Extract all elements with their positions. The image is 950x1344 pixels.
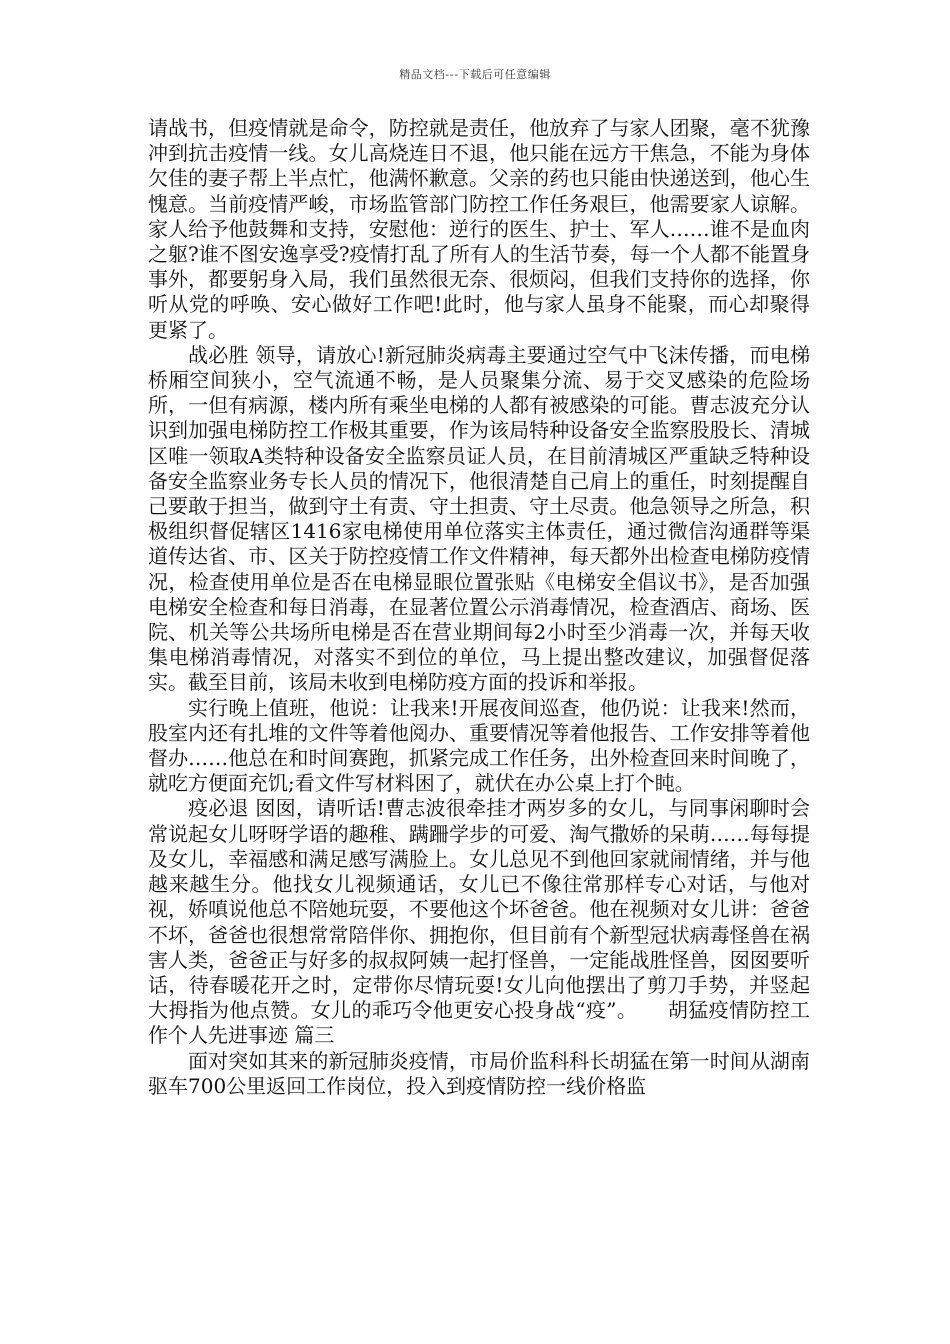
paragraph-victory-elevator: 战必胜 领导，请放心!新冠肺炎病毒主要通过空气中飞沫传播，而电梯桥厢空间狭小，空气流通不畅，是人员聚集分流、易于交叉感染的危险场所，一但有病源，楼内所有乘坐电梯的人都有被感染的可能。曹志波充分认识到加强电梯防控工作极其重要，作为该局特种设备安全监察股股长、清城区唯一领取A类特种设备安全监察员证人员，在目前清城区严重缺乏特种设备安全监察业务专长人员的情况下，他很清楚自己肩上的重任，时刻提醒自己要敢于担当，做到守土有责、守土担责、守土尽责。他急领导之所急，积极组织督促辖区1416家电梯使用单位落实主体责任，通过微信沟通群等渠道传达省、市、区关于防控疫情工作文件精神，每天都外出检查电梯防疫情况，检查使用单位是否在电梯显眼位置张贴《电梯安全倡议书》，是否加强电梯安全检查和每日消毒，在显著位置公示消毒情况，检查酒店、商场、医院、机关等公共场所电梯是否在营业期间每2小时至少消毒一次，并每天收集电梯消毒情况，对落实不到位的单位，马上提出整改建议，加强督促落实。截至目前，该局未收到电梯防疫方面的投诉和举报。 <box>148 342 810 695</box>
paragraph-family-support: 请战书，但疫情就是命令，防控就是责任，他放弃了与家人团聚，毫不犹豫冲到抗击疫情一线。女儿高烧连日不退，他只能在远方干焦急，不能为身体欠佳的妻子帮上半点忙，他满怀歉意。父亲的药也只能由快递送到，他心生愧意。当前疫情严峻，市场监管部门防控工作任务艰巨，他需要家人谅解。家人给予他鼓舞和支持，安慰他：逆行的医生、护士、军人……谁不是血肉之躯?谁不图安逸享受?疫情打乱了所有人的生活节奏，每一个人都不能置身事外，都要躬身入局，我们虽然很无奈、很烦闷，但我们支持你的选择，你听从党的呼唤、安心做好工作吧!此时，他与家人虽身不能聚，而心却聚得更紧了。 <box>148 116 810 342</box>
running-header: 精品文档---下载后可任意编辑 <box>399 68 551 81</box>
document-body <box>148 116 810 1099</box>
paragraph-daughter: 疫必退 囡囡，请听话!曹志波很牵挂才两岁多的女儿，与同事闲聊时会常说起女儿呀呀学语的趣稚、蹒跚学步的可爱、淘气撒娇的呆萌……每每提及女儿，幸福感和满足感写满脸上。女儿总见不到他回家就闹情绪，并与他越来越生分。他找女儿视频通话，女儿已不像往常那样专心对话，与他对视，娇嗔说他总不陪她玩耍，不要他这个坏爸爸。他在视频对女儿讲：爸爸不坏，爸爸也很想常常陪伴你、拥抱你，但目前有个新型冠状病毒怪兽在祸害人类，爸爸正与好多的叔叔阿姨一起打怪兽，一定能战胜怪兽，囡囡要听话，待春暖花开之时，定带你尽情玩耍!女儿向他摆出了剪刀手势，并竖起大拇指为他点赞。女儿的乖巧令他更安心投身战“疫”。 胡猛疫情防控工作个人先进事迹 篇三 <box>148 796 810 1048</box>
paragraph-night-duty: 实行晚上值班，他说：让我来!开展夜间巡查，他仍说：让我来!然而，股室内还有扎堆的文件等着他阅办、重要情况等着他报告、工作安排等着他督办……他总在和时间赛跑，抓紧完成工作任务，出外检查回来时间晚了，就吃方便面充饥;看文件写材料困了，就伏在办公桌上打个盹。 <box>148 695 810 796</box>
paragraph-hu-meng: 面对突如其来的新冠肺炎疫情，市局价监科科长胡猛在第一时间从湖南驱车700公里返回工作岗位，投入到疫情防控一线价格监 <box>148 1048 810 1098</box>
